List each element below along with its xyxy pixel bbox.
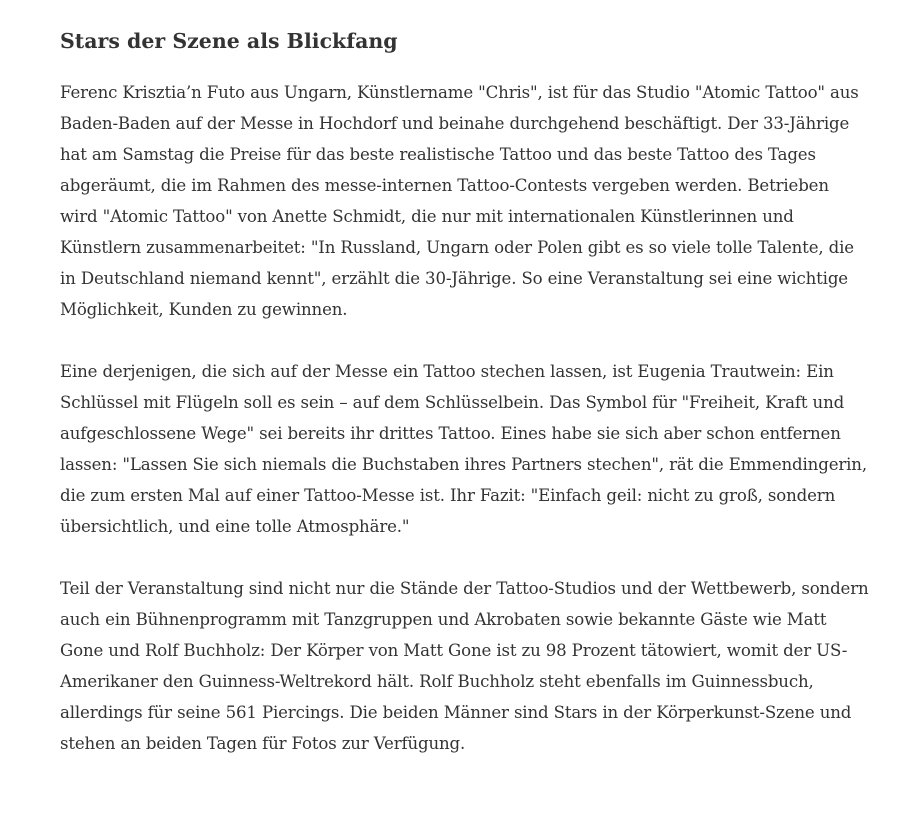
article-heading: Stars der Szene als Blickfang (60, 29, 398, 53)
article-body (60, 24, 870, 790)
article-paragraph-1: Ferenc Krisztia’n Futo aus Ungarn, Künstlername "Chris", ist für das Studio "Atomic Tattoo" aus Baden-Baden auf der Messe in Hochdorf und beinahe durchgehend beschäftigt. Der 33-Jährige hat am Samstag die Preise für das beste realistische Tattoo und das beste Tattoo des Tages abgeräumt, die im Rahmen des messe-internen Tattoo-Contests vergeben werden. Betrieben wird "Atomic Tattoo" von Anette Schmidt, die nur mit internationalen Künstlerinnen und Künstlern zusammenarbeitet: "In Russland, Ungarn oder Polen gibt es so viele tolle Talente, die in Deutschland niemand kennt", erzählt die 30-Jährige. So eine Veranstaltung sei eine wichtige Möglichkeit, Kunden zu gewinnen. (60, 83, 859, 319)
article-paragraph-2: Eine derjenigen, die sich auf der Messe ein Tattoo stechen lassen, ist Eugenia Trautwein: Ein Schlüssel mit Flügeln soll es sein – auf dem Schlüsselbein. Das Symbol für "Freiheit, Kraft und aufgeschlossene Wege" sei bereits ihr drittes Tattoo. Eines habe sie sich aber schon entfernen lassen: "Lassen Sie sich niemals die Buchstaben ihres Partners stechen", rät die Emmendingerin, die zum ersten Mal auf einer Tattoo-Messe ist. Ihr Fazit: "Einfach geil: nicht zu groß, sondern übersichtlich, und eine tolle Atmosphäre." (60, 362, 867, 536)
article-paragraph-3: Teil der Veranstaltung sind nicht nur die Stände der Tattoo-Studios und der Wettbewerb, sondern auch ein Bühnenprogramm mit Tanzgruppen und Akrobaten sowie bekannte Gäste wie Matt Gone und Rolf Buchholz: Der Körper von Matt Gone ist zu 98 Prozent tätowiert, womit der US-Amerikaner den Guinness-Weltrekord hält. Rolf Buchholz steht ebenfalls im Guinnessbuch, allerdings für seine 561 Piercings. Die beiden Männer sind Stars in der Körperkunst-Szene und stehen an beiden Tagen für Fotos zur Verfügung. (60, 579, 869, 753)
